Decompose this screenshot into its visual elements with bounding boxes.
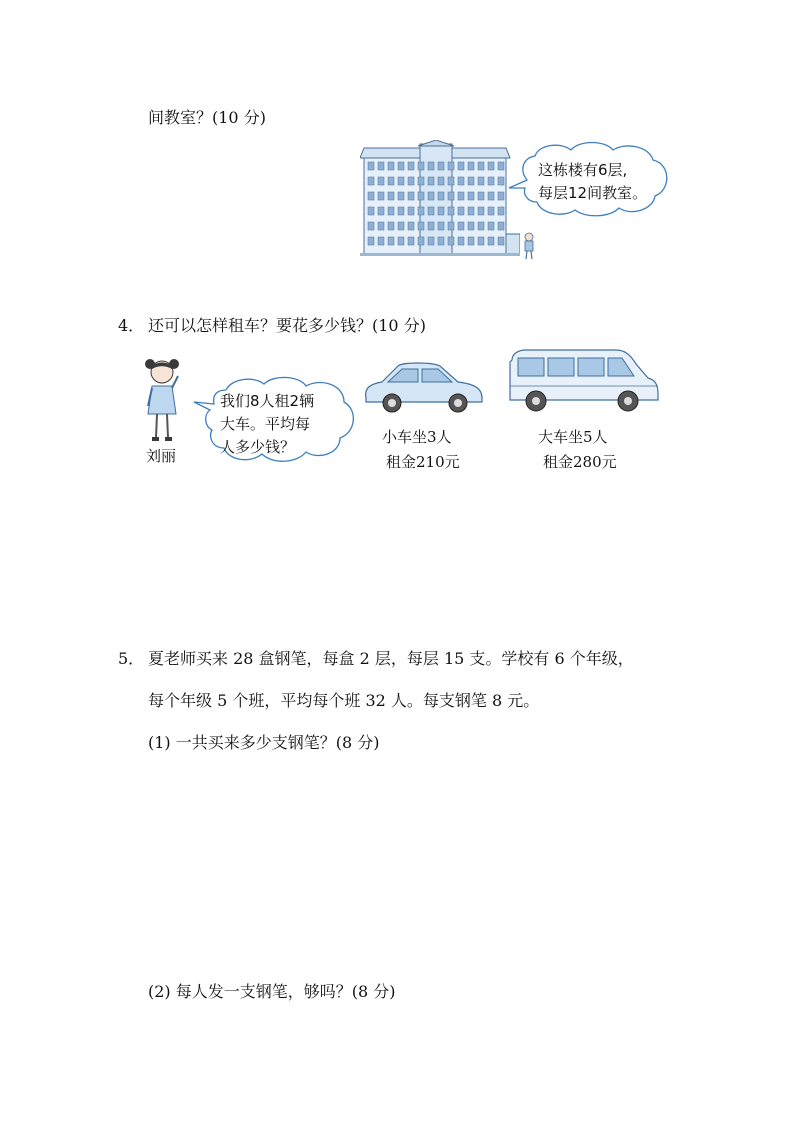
q5-line-1: 夏老师买来 28 盒钢笔，每盒 2 层，每层 15 支。学校有 6 个年级， [148, 649, 634, 668]
building-window [468, 192, 474, 200]
building-window [438, 222, 444, 230]
building-window [488, 162, 494, 170]
building-window [488, 207, 494, 215]
building-bubble-line-1: 这栋楼有6层, [538, 161, 628, 179]
building-window [468, 177, 474, 185]
building-window [458, 162, 464, 170]
building-window [478, 162, 484, 170]
building-window [438, 162, 444, 170]
building-window [478, 222, 484, 230]
girl-bubble-line-1: 我们8人租2辆 [220, 392, 315, 410]
building-window [418, 192, 424, 200]
building-window [438, 207, 444, 215]
building-window [388, 207, 394, 215]
building-window [478, 207, 484, 215]
building-window [428, 162, 434, 170]
school-building-illustration [360, 140, 520, 262]
girl-bubble-line-3: 人多少钱？ [220, 438, 296, 456]
building-window [458, 177, 464, 185]
building-window [428, 237, 434, 245]
building-window [428, 222, 434, 230]
small-car-capacity: 小车坐3人 [382, 428, 452, 446]
building-window [398, 177, 404, 185]
building-window [398, 207, 404, 215]
building-window [368, 192, 374, 200]
building-window [388, 222, 394, 230]
q4-question-text: 还可以怎样租车？要花多少钱？(10 分) [148, 316, 426, 335]
small-car-rent: 租金210元 [386, 453, 460, 471]
q4-number: 4． [118, 316, 145, 335]
building-window [378, 192, 384, 200]
building-window [458, 207, 464, 215]
building-window [448, 192, 454, 200]
building-window [468, 162, 474, 170]
building-window [468, 237, 474, 245]
building-window [488, 222, 494, 230]
building-window [418, 162, 424, 170]
building-window [388, 162, 394, 170]
building-window [478, 192, 484, 200]
building-window [398, 222, 404, 230]
building-window [498, 222, 504, 230]
building-window [428, 192, 434, 200]
building-window [378, 222, 384, 230]
building-window [488, 237, 494, 245]
building-window [418, 237, 424, 245]
q5-number: 5． [118, 649, 145, 668]
building-bubble-line-2: 每层12间教室。 [538, 184, 648, 202]
small-car-illustration [362, 358, 486, 416]
girl-liuli-illustration [140, 356, 184, 444]
building-window [388, 192, 394, 200]
big-car-capacity: 大车坐5人 [538, 428, 608, 446]
building-window [378, 237, 384, 245]
building-window [398, 162, 404, 170]
q3-tail-text: 间教室？(10 分) [148, 108, 266, 127]
building-window [408, 192, 414, 200]
q5-line-2: 每个年级 5 个班，平均每个班 32 人。每支钢笔 8 元。 [148, 691, 540, 710]
building-window [478, 237, 484, 245]
building-window [448, 177, 454, 185]
building-window [408, 162, 414, 170]
building-window [468, 207, 474, 215]
building-window [488, 177, 494, 185]
building-window [418, 177, 424, 185]
building-window [438, 192, 444, 200]
building-window [448, 162, 454, 170]
building-window [408, 207, 414, 215]
building-window [418, 222, 424, 230]
building-window [398, 237, 404, 245]
building-window [368, 162, 374, 170]
q5-sub-question-2: (2) 每人发一支钢笔，够吗？(8 分) [148, 982, 396, 1001]
building-window [458, 192, 464, 200]
building-window [378, 162, 384, 170]
building-window [408, 237, 414, 245]
building-window [458, 237, 464, 245]
building-window [428, 177, 434, 185]
building-window [478, 177, 484, 185]
building-window [378, 177, 384, 185]
building-window [498, 237, 504, 245]
building-window [438, 177, 444, 185]
big-car-van-illustration [506, 348, 660, 414]
building-window [368, 207, 374, 215]
building-window [448, 207, 454, 215]
building-window [498, 192, 504, 200]
building-window [498, 162, 504, 170]
building-window [448, 237, 454, 245]
building-window [498, 177, 504, 185]
girl-name-label: 刘丽 [146, 447, 177, 465]
building-window [408, 177, 414, 185]
building-window [418, 207, 424, 215]
building-window [448, 222, 454, 230]
q5-sub-question-1: (1) 一共买来多少支钢笔？(8 分) [148, 733, 380, 752]
building-window [398, 192, 404, 200]
building-window [428, 207, 434, 215]
girl-bubble-line-2: 大车。平均每 [220, 415, 311, 433]
building-window [378, 207, 384, 215]
building-window [368, 222, 374, 230]
building-window [498, 207, 504, 215]
building-window [388, 177, 394, 185]
building-window [368, 237, 374, 245]
big-car-rent: 租金280元 [543, 453, 617, 471]
building-window [368, 177, 374, 185]
building-window [408, 222, 414, 230]
building-window [438, 237, 444, 245]
person-figure-icon [522, 232, 536, 260]
building-window [468, 222, 474, 230]
building-window [388, 237, 394, 245]
building-window [458, 222, 464, 230]
building-window [488, 192, 494, 200]
